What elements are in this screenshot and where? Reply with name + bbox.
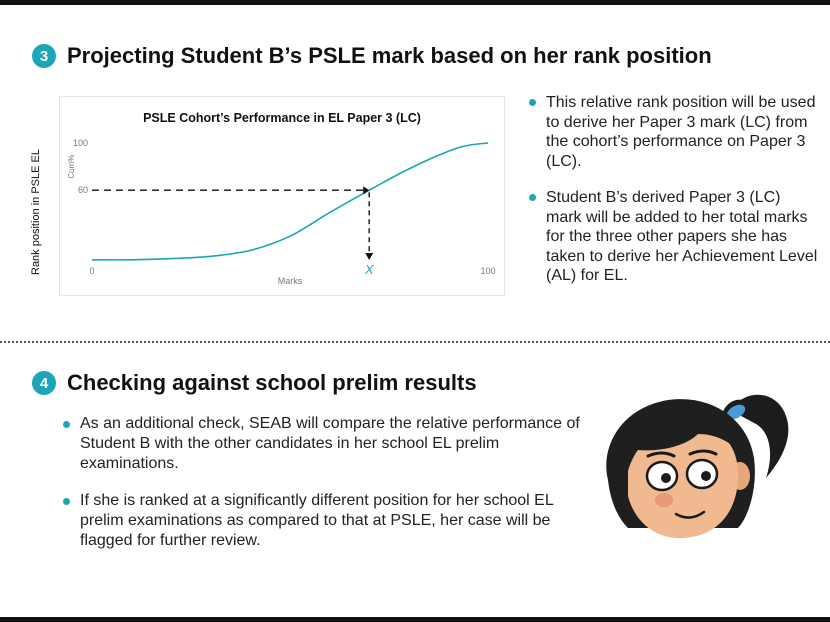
cohort-performance-chart (59, 96, 505, 296)
section-3-bullet-text: Student B’s derived Paper 3 (LC) mark will be added to her total marks for the three other papers she has taken to derive her Achievement Level (AL) for EL. (546, 189, 818, 284)
section-3-bullet (528, 188, 818, 286)
bullet-dot-icon (529, 194, 536, 201)
bullet-dot-icon (63, 421, 70, 428)
x-tick-label: 0 (89, 266, 95, 276)
section-3-number-badge: 3 (32, 44, 56, 68)
derived-mark-label: X (364, 262, 374, 277)
section-3-title: Projecting Student B’s PSLE mark based on her rank position (67, 43, 712, 68)
section-3-bullets (528, 93, 818, 303)
bullet-dot-icon (63, 498, 70, 505)
chart-canvas (60, 97, 504, 295)
chart-outer-y-label: Rank position in PSLE EL (30, 149, 42, 275)
section-4-header (32, 370, 477, 396)
leader-arrowhead-icon (365, 253, 373, 260)
bottom-border (0, 617, 830, 622)
y-tick-label: 60 (77, 185, 88, 196)
section-4-bullet-text: If she is ranked at a significantly different position for her school EL prelim examinations as compared to that at PSLE, her case will be flagged for further review. (80, 492, 554, 549)
y-tick-label: 100 (72, 138, 88, 148)
section-4-bullet-text: As an additional check, SEAB will compare the relative performance of Student B with the other candidates in her school EL prelim examinations. (80, 415, 580, 472)
x-axis-label: Marks (277, 276, 303, 286)
student-avatar-illustration (598, 388, 813, 558)
section-4-title: Checking against school prelim results (67, 370, 477, 395)
section-divider (0, 341, 830, 343)
section-4-bullet (62, 414, 582, 474)
chart-inner-y-label: Cum% (67, 154, 76, 179)
top-border (0, 0, 830, 5)
section-3-bullet-text: This relative rank position will be used to derive her Paper 3 mark (LC) from the cohort’s performance on Paper 3 (LC). (546, 94, 816, 170)
section-4-bullet (62, 491, 582, 551)
x-tick-label: 100 (480, 266, 496, 276)
section-4-number-badge: 4 (32, 371, 56, 395)
leader-arrowhead-icon (363, 186, 369, 194)
cohort-curve-line (92, 143, 488, 260)
section-3-bullet (528, 93, 818, 171)
bullet-dot-icon (529, 99, 536, 106)
section-3-header (32, 43, 712, 69)
chart-title: PSLE Cohort’s Performance in EL Paper 3 (LC) (143, 111, 421, 125)
section-4-bullets (62, 414, 582, 568)
